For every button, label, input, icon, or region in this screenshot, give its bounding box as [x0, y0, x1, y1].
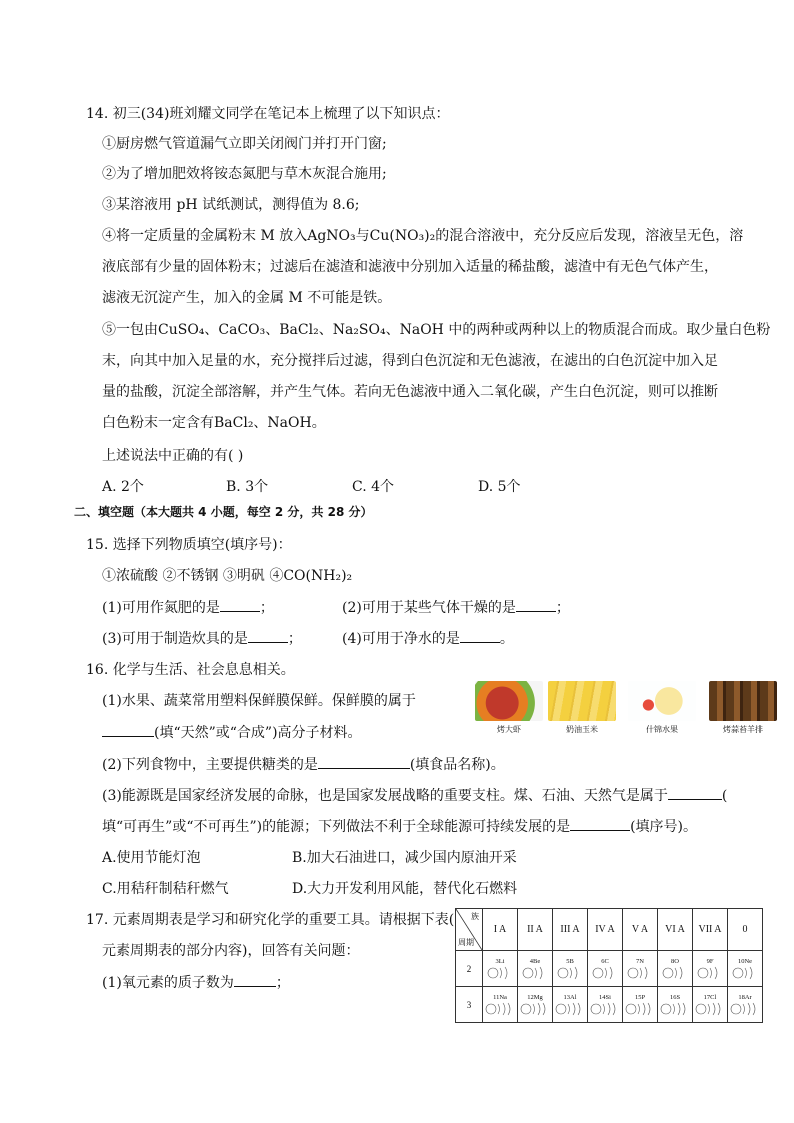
- atom-structure-icon: [557, 966, 583, 980]
- food-caption: 奶油玉米: [566, 725, 598, 734]
- q16-part-1a: (1)水果、蔬菜常用塑料保鲜膜保鲜。保鲜膜的属于: [102, 693, 416, 709]
- atom-structure-icon: [555, 1002, 585, 1016]
- q17-part-1: (1)氧元素的质子数为 ；: [102, 972, 290, 993]
- element-cell: 15P: [623, 987, 658, 1023]
- element-cell: 17Cl: [693, 987, 728, 1023]
- q15-part-3: (3)可用于制造炊具的是 ；: [102, 628, 302, 649]
- group-header: III A: [553, 909, 588, 951]
- food-caption: 烤蒜苔羊排: [723, 725, 763, 734]
- q15-stem: 15. 选择下列物质填空(填序号)：: [86, 537, 292, 553]
- answer-blank[interactable]: [516, 597, 556, 612]
- atom-structure-icon: [662, 966, 688, 980]
- element-cell: 16S: [658, 987, 693, 1023]
- q14-item-2: ②为了增加肥效将铵态氮肥与草木灰混合施用;: [102, 166, 387, 182]
- q14-item-4-l3: 滤液无沉淀产生，加入的金属 M 不可能是铁。: [102, 290, 392, 306]
- answer-blank[interactable]: [460, 628, 500, 643]
- period-label: 3: [456, 987, 483, 1023]
- answer-blank[interactable]: [318, 754, 410, 769]
- q17-stem-l2: 元素周期表的部分内容)，回答有关问题：: [102, 943, 360, 959]
- element-cell: 4Be: [518, 951, 553, 987]
- atom-structure-icon: [627, 966, 653, 980]
- q17-stem-l1: 17. 元素周期表是学习和研究化学的重要工具。请根据下表(: [86, 912, 455, 928]
- answer-blank[interactable]: [668, 785, 722, 800]
- group-header: V A: [623, 909, 658, 951]
- periodic-table-corner: 族 周期: [456, 909, 483, 951]
- atom-structure-icon: [487, 966, 513, 980]
- q15-part-2: (2)可用于某些气体干燥的是 ；: [342, 597, 570, 618]
- atom-structure-icon: [485, 1002, 515, 1016]
- q16-part-3a: (3)能源既是国家经济发展的命脉，也是国家发展战略的重要支柱。煤、石油、天然气是属于 (: [102, 785, 727, 806]
- element-cell: 10Ne: [728, 951, 763, 987]
- periodic-table-header: [456, 909, 763, 951]
- q14-question: 上述说法中正确的有( ): [102, 448, 244, 464]
- food-caption: 烤大虾: [497, 725, 521, 734]
- q15-part-4: (4)可用于净水的是 。: [342, 628, 514, 649]
- q15-part-1: (1)可用作氮肥的是 ；: [102, 597, 274, 618]
- atom-structure-icon: [697, 966, 723, 980]
- q14-item-5-l2: 末，向其中加入足量的水，充分搅拌后过滤，得到白色沉淀和无色滤液，在滤出的白色沉淀中加入足: [102, 353, 718, 369]
- answer-blank[interactable]: [102, 722, 154, 737]
- q14-item-5-l4: 白色粉末一定含有BaCl₂、NaOH。: [102, 415, 326, 431]
- lamb-photo: [709, 681, 777, 721]
- element-cell: 12Mg: [518, 987, 553, 1023]
- atom-structure-icon: [592, 966, 618, 980]
- group-header: 0: [728, 909, 763, 951]
- fruit-photo: [628, 681, 696, 721]
- period-label: 2: [456, 951, 483, 987]
- q14-option-c: C. 4个: [352, 479, 395, 495]
- q14-item-4-l2: 液底部有少量的固体粉末；过滤后在滤渣和滤液中分别加入适量的稀盐酸，滤渣中有无色气体产生，: [102, 259, 718, 275]
- q14-item-5-l1: ⑤一包由CuSO₄、CaCO₃、BaCl₂、Na₂SO₄、NaOH 中的两种或两种以上的物质混合而成。取少量白色粉: [102, 322, 771, 338]
- element-cell: 8O: [658, 951, 693, 987]
- answer-blank[interactable]: [570, 816, 630, 831]
- food-image-fruit: [628, 681, 696, 735]
- answer-blank[interactable]: [248, 628, 288, 643]
- q16-part-1b: (填“天然”或“合成”)高分子材料。: [102, 722, 362, 743]
- q16-part-3b: 填“可再生”或“不可再生”)的能源；下列做法不利于全球能源可持续发展的是 (填序号)。: [102, 816, 697, 837]
- food-image-shrimp: [475, 681, 543, 735]
- q16-option-c: C.用秸秆制秸秆燃气: [102, 881, 229, 897]
- atom-structure-icon: [590, 1002, 620, 1016]
- element-cell: 6C: [588, 951, 623, 987]
- q16-part-2: (2)下列食物中，主要提供糖类的是 (填食品名称)。: [102, 754, 505, 775]
- q14-option-a: A. 2个: [102, 479, 144, 495]
- q14-item-1: ①厨房燃气管道漏气立即关闭阀门并打开门窗;: [102, 136, 387, 152]
- q14-stem: 14. 初三(34)班刘耀文同学在笔记本上梳理了以下知识点：: [86, 106, 450, 122]
- q16-option-d: D.大力开发利用风能，替代化石燃料: [292, 881, 518, 897]
- q16-stem: 16. 化学与生活、社会息息相关。: [86, 662, 295, 678]
- atom-structure-icon: [520, 1002, 550, 1016]
- q16-option-b: B.加大石油进口，减少国内原油开采: [292, 850, 517, 866]
- q15-choices: ①浓硫酸 ②不锈钢 ③明矾 ④CO(NH₂)₂: [102, 568, 353, 584]
- group-header: II A: [518, 909, 553, 951]
- q14-option-d: D. 5个: [478, 479, 521, 495]
- period-row-3: [456, 987, 763, 1023]
- atom-structure-icon: [522, 966, 548, 980]
- element-cell: 9F: [693, 951, 728, 987]
- element-cell: 18Ar: [728, 987, 763, 1023]
- group-header: I A: [483, 909, 518, 951]
- q14-item-5-l3: 量的盐酸，沉淀全部溶解，并产生气体。若向无色滤液中通入二氧化碳，产生白色沉淀，则可以推断: [102, 384, 718, 400]
- group-header: IV A: [588, 909, 623, 951]
- section-heading: 二、填空题（本大题共 4 小题，每空 2 分，共 28 分）: [74, 505, 373, 519]
- element-cell: 13Al: [553, 987, 588, 1023]
- element-cell: 5B: [553, 951, 588, 987]
- food-caption: 什锦水果: [646, 725, 678, 734]
- group-header: VI A: [658, 909, 693, 951]
- atom-structure-icon: [730, 1002, 760, 1016]
- element-cell: 11Na: [483, 987, 518, 1023]
- q16-option-a: A.使用节能灯泡: [102, 850, 201, 866]
- atom-structure-icon: [625, 1002, 655, 1016]
- atom-structure-icon: [732, 966, 758, 980]
- q14-item-3: ③某溶液用 pH 试纸测试，测得值为 8.6;: [102, 197, 360, 213]
- element-cell: 7N: [623, 951, 658, 987]
- element-cell: 3Li: [483, 951, 518, 987]
- atom-structure-icon: [695, 1002, 725, 1016]
- period-row-2: [456, 951, 763, 987]
- group-header: VII A: [693, 909, 728, 951]
- q14-item-4-l1: ④将一定质量的金属粉末 M 放入AgNO₃与Cu(NO₃)₂的混合溶液中，充分反应后发现，溶液呈无色，溶: [102, 228, 744, 244]
- answer-blank[interactable]: [234, 972, 276, 987]
- element-cell: 14Si: [588, 987, 623, 1023]
- q14-option-b: B. 3个: [226, 479, 269, 495]
- corn-photo: [548, 681, 616, 721]
- answer-blank[interactable]: [220, 597, 260, 612]
- shrimp-photo: [475, 681, 543, 721]
- food-image-corn: [548, 681, 616, 735]
- periodic-table: [455, 908, 763, 1023]
- atom-structure-icon: [660, 1002, 690, 1016]
- food-image-lamb: [709, 681, 777, 735]
